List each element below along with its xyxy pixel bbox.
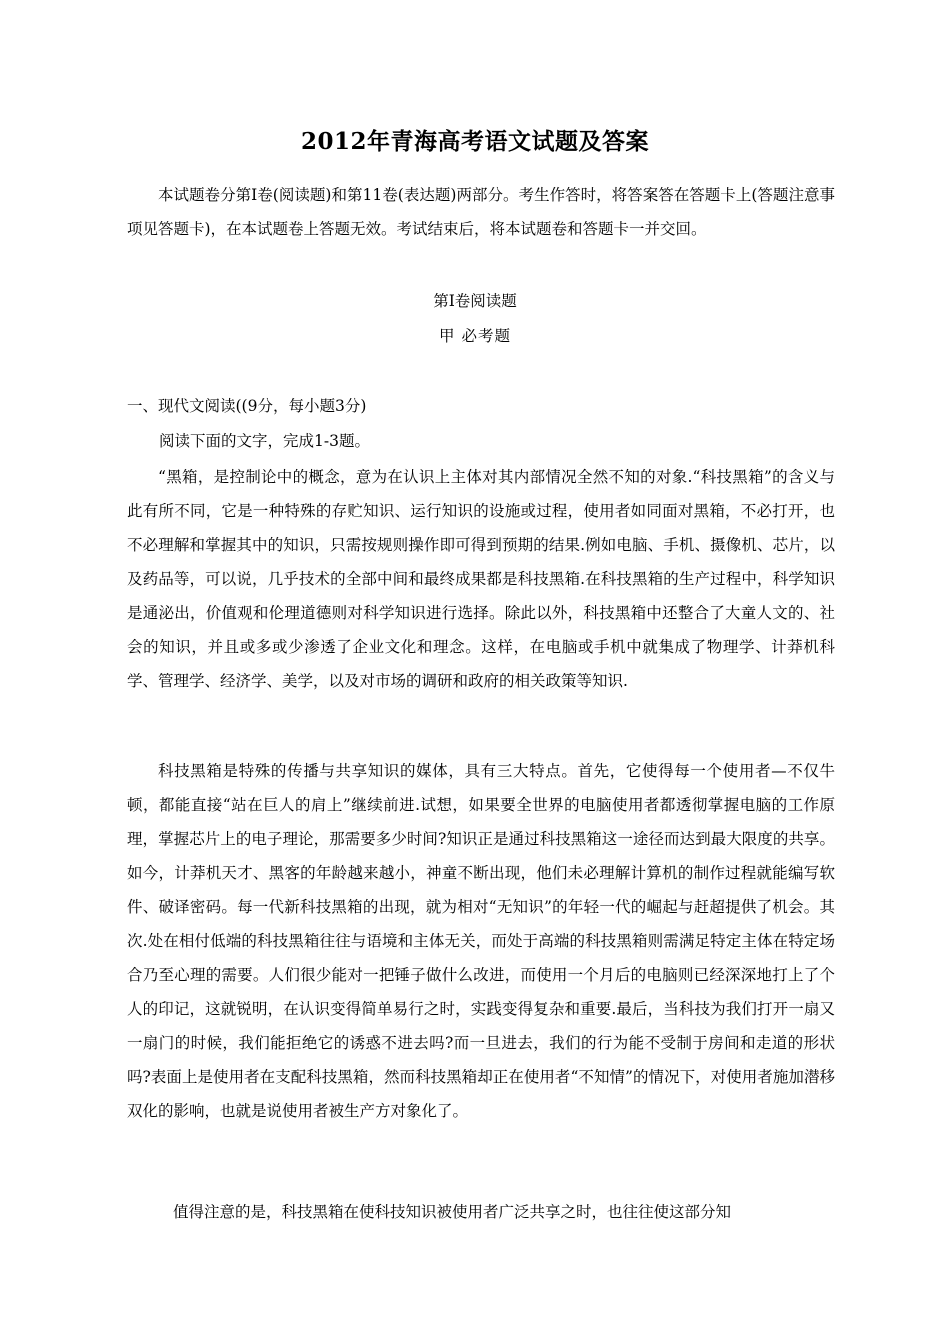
section-subtitle: 甲 必考题 bbox=[439, 327, 511, 345]
reading-paragraph-2: 科技黑箱是特殊的传播与共享知识的媒体，具有三大特点。首先，它使得每一个使用者—不仅牛顿，都能直接“站在巨人的肩上”继续前进.试想，如果要全世界的电脑使用者都透彻掌握电脑的工作原理，掌握芯片上的电子理论，那需要多少时间?知识正是通过科技黑箱这一途径而达到最大限度的共享。如今，计莽机天才、黑客的年龄越来越小，神童不断出现，他们未必理解计算机的制作过程就能编写软件、破译密码。每一代新科技黑箱的出现，就为相对“无知识”的年轻一代的崛起与赶超提供了机会。其次.处在相付低端的科技黑箱往往与语境和主体无关，而处于高端的科技黑箱则需满足特定主体在特定场合乃至心理的需要。人们很少能对一把锤子做什么改进，而使用一个月后的电脑则已经深深地打上了个人的印记，这就锐明，在认识变得简单易行之时，实践变得复杂和重要.最后，当科技为我们打开一扇又一扇门的时候，我们能拒绝它的诱惑不进去吗?而一旦进去，我们的行为能不受制于房间和走道的形状吗?表面上是使用者在支配科技黑箱，然而科技黑箱却正在使用者“不知情”的情况下，对使用者施加潜移双化的影响，也就是说使用者被生产方对象化了。 bbox=[127, 762, 835, 1120]
reading-paragraph-3: 值得注意的是，科技黑箱在使科技知识被使用者广泛共享之时，也往往使这部分知 bbox=[173, 1203, 732, 1221]
reading-paragraph-1: “黑箱，是控制论中的概念，意为在认识上主体对其内部情况全然不知的对象.“科技黑箱”的含义与此有所不同，它是一种特殊的存贮知识、运行知识的设施或过程，使用者如同面对黑箱，不必打开，也不必理解和掌握其中的知识，只需按规则操作即可得到预期的结果.例如电脑、手机、摄像机、芯片，以及药品等，可以说，几乎技术的全部中间和最终成果都是科技黑箱.在科技黑箱的生产过程中，科学知识是通泌出，价值观和伦理道德则对科学知识进行选择。除此以外，科技黑箱中还整合了大童人文的、社会的知识，并且或多或少渗透了企业文化和理念。这样，在电脑或手机中就集成了物理学、计莽机科学、管理学、经济学、美学，以及对市场的调研和政府的相关政策等知识. bbox=[127, 468, 835, 690]
intro-paragraph: 本试题卷分第Ⅰ卷(阅读题)和第11卷(表达题)两部分。考生作答时，将答案答在答题卡上(答题注意事项见答题卡)，在本试题卷上答题无效。考试结束后，将本试题卷和答题卡一并交回。 bbox=[127, 186, 835, 238]
section-heading: 一、现代文阅读((9分，每小题3分) bbox=[127, 397, 367, 415]
reading-instruction: 阅读下面的文字，完成1-3题。 bbox=[159, 432, 370, 450]
volume-title: 第Ⅰ卷阅读题 bbox=[433, 292, 517, 310]
document-title: 2012年青海高考语文试题及答案 bbox=[300, 128, 649, 155]
